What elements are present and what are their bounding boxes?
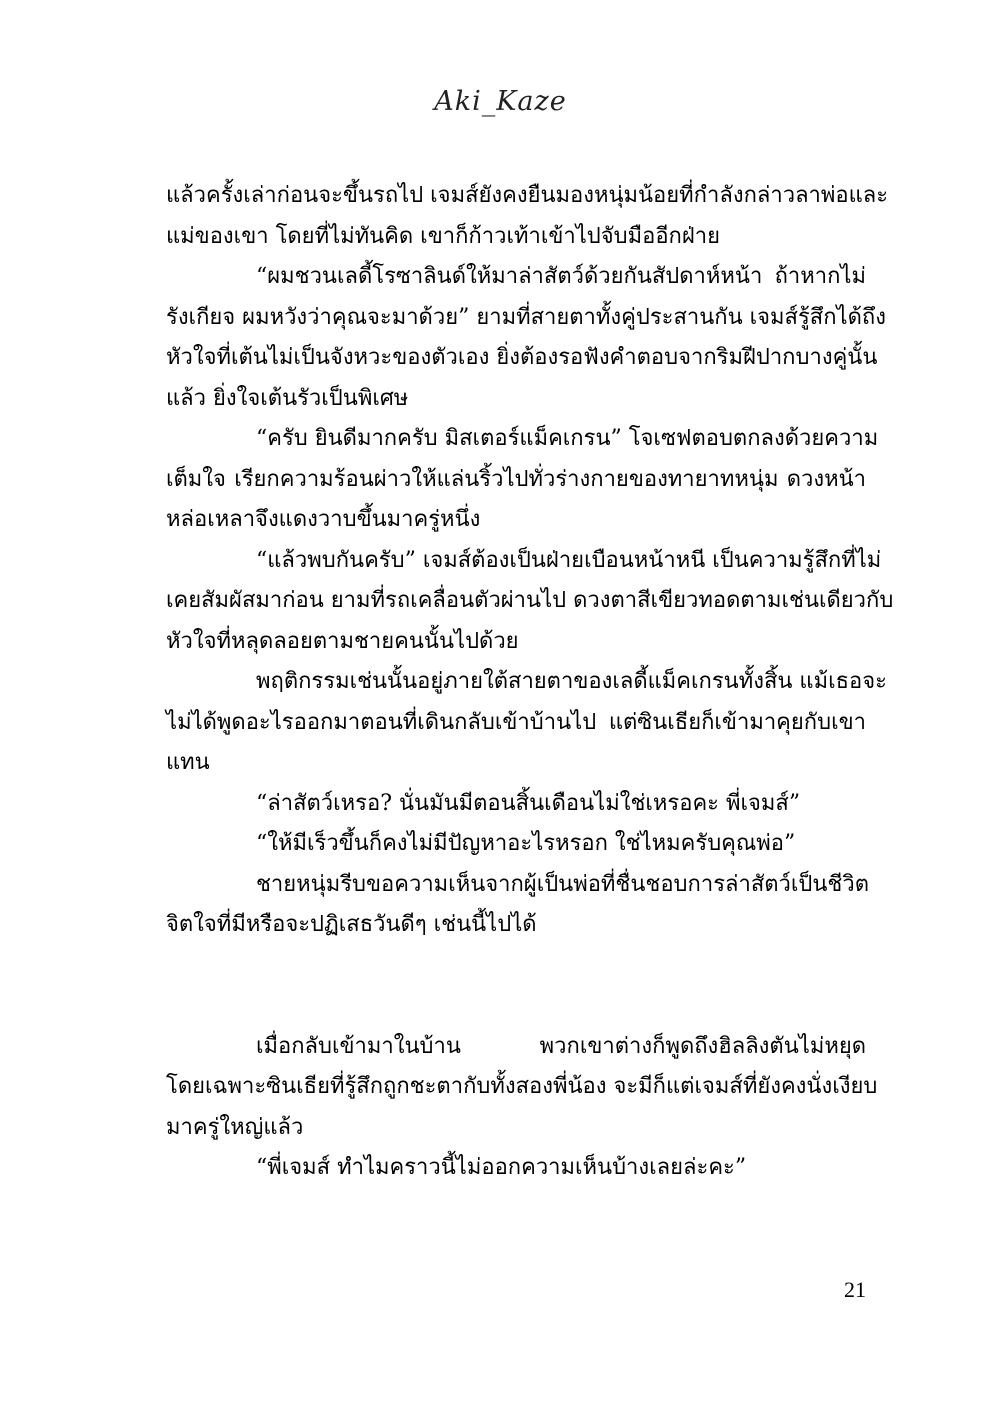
text-line: เมื่อกลับเข้ามาในบ้าน พวกเขาต่างก็พูดถึงฮิลลิงตันไม่หยุด [256,1033,866,1059]
text-line: “ล่าสัตว์เหรอ? นั่นมันมีตอนสิ้นเดือนไม่ใช่เหรอคะ พี่เจมส์” [256,790,801,816]
text-line: “แล้วพบกันครับ” เจมส์ต้องเป็นฝ่ายเบือนหน้าหนี เป็นความรู้สึกที่ไม่ [256,547,882,573]
text-line: แล้วครั้งเล่าก่อนจะขึ้นรถไป เจมส์ยังคงยืนมองหนุ่มน้อยที่กำลังกล่าวลาพ่อและ [166,183,889,208]
text-line: แทน [166,750,210,775]
text-line: ชายหนุ่มรีบขอความเห็นจากผู้เป็นพ่อที่ชื่นชอบการล่าสัตว์เป็นชีวิต [256,871,870,897]
text-line: เต็มใจ เรียกความร้อนผ่าวให้แล่นริ้วไปทั่วร่างกายของทายาทหนุ่ม ดวงหน้า [166,466,866,492]
text-line: รังเกียจ ผมหวังว่าคุณจะมาด้วย” ยามที่สายตาทั้งคู่ประสานกัน เจมส์รู้สึกได้ถึง [166,304,886,330]
section-break [166,946,866,1027]
text-line: “พี่เจมส์ ทำไมคราวนี้ไม่ออกความเห็นบ้างเลยล่ะคะ” [256,1155,747,1180]
running-header: Aki_Kaze [434,86,567,117]
text-line: “ครับ ยินดีมากครับ มิสเตอร์แม็คเกรน” โจเซฟตอบตกลงด้วยความ [256,426,879,451]
text-line: หล่อเหลาจึงแดงวาบขึ้นมาครู่หนึ่ง [166,507,481,532]
text-line: “ผมชวนเลดี้โรซาลินด์ให้มาล่าสัตว์ด้วยกันสัปดาห์หน้า ถ้าหากไม่ [256,264,866,289]
page-number: 21 [844,1277,866,1302]
text-line: มาครู่ใหญ่แล้ว [166,1114,304,1140]
text-line: ไม่ได้พูดอะไรออกมาตอนที่เดินกลับเข้าบ้านไป แต่ซินเธียก็เข้ามาคุยกับเขา [166,709,866,735]
text-line: หัวใจที่หลุดลอยตามชายคนนั้นไปด้วย [166,628,519,654]
text-line: โดยเฉพาะซินเธียที่รู้สึกถูกชะตากับทั้งสองพี่น้อง จะมีก็แต่เจมส์ที่ยังคงนั่งเงียบ [166,1074,878,1099]
body-text [166,176,894,1189]
text-line: หัวใจที่เต้นไม่เป็นจังหวะของตัวเอง ยิ่งต้องรอฟังคำตอบจากริมฝีปากบางคู่นั้น [166,345,878,370]
text-line: แม่ของเขา โดยที่ไม่ทันคิด เขาก็ก้าวเท้าเข้าไปจับมืออีกฝ่าย [166,223,720,249]
text-line: แล้ว ยิ่งใจเต้นรัวเป็นพิเศษ [166,385,409,411]
text-line: “ให้มีเร็วขึ้นก็คงไม่มีปัญหาอะไรหรอก ใช่ไหมครับคุณพ่อ” [256,831,796,856]
text-line: เคยสัมผัสมาก่อน ยามที่รถเคลื่อนตัวผ่านไป ดวงตาสีเขียวทอดตามเช่นเดียวกับ [166,588,894,613]
text-line: พฤติกรรมเช่นนั้นอยู่ภายใต้สายตาของเลดี้แม็คเกรนทั้งสิ้น แม้เธอจะ [256,669,887,694]
text-line: จิตใจที่มีหรือจะปฏิเสธวันดีๆ เช่นนี้ไปได้ [166,912,537,937]
